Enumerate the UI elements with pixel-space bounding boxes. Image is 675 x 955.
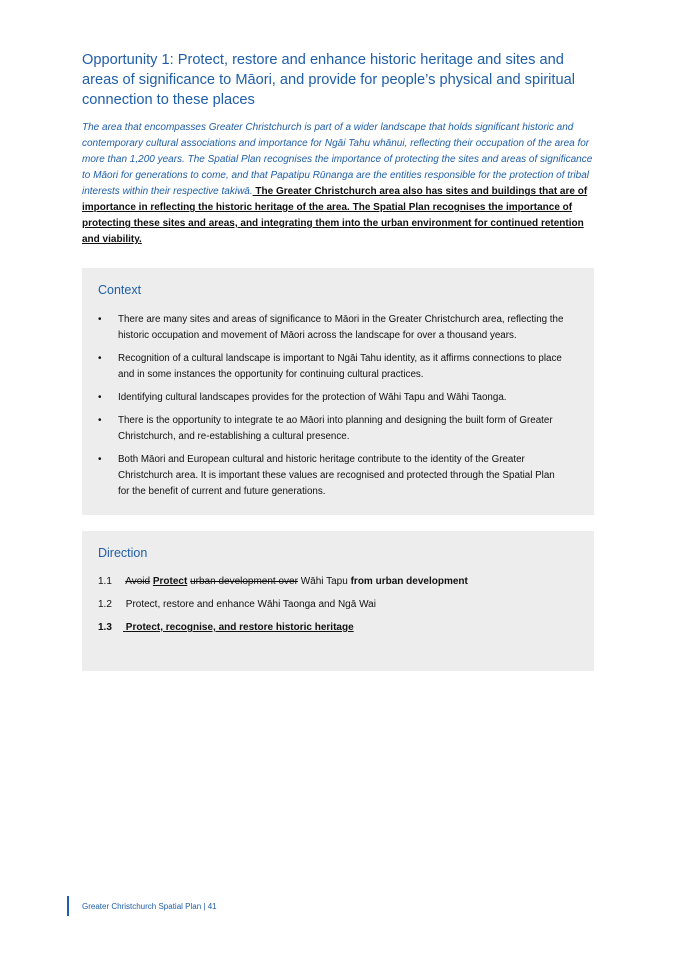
- context-item: [98, 413, 568, 445]
- context-item: [98, 312, 568, 344]
- page-footer: Greater Christchurch Spatial Plan | 41: [82, 902, 217, 911]
- direction-title: Direction: [98, 546, 148, 560]
- inserted-text: Protect: [152, 576, 188, 587]
- bullet-icon: •: [98, 454, 102, 465]
- context-item-text: There are many sites and areas of significance to Māori in the Greater Christchurch area, reflecting the historic occupation and movement of Māori across the landscape for over a thousand years.: [118, 314, 564, 341]
- direction-item-1: [98, 574, 468, 590]
- intro-bold-text: The Greater Christchurch area also has sites and buildings that are of importance in reflecting the historic heritage of the area. The Spatial Plan recognises the importance of protecting these sites and areas, and integrating them into the urban environment for continued retention and viability.: [82, 186, 588, 245]
- context-box: [82, 268, 594, 515]
- direction-item-text: Protect, restore and enhance Wāhi Taonga and Ngā Wai: [125, 599, 376, 610]
- page-heading: Opportunity 1: Protect, restore and enhance historic heritage and sites and areas of significance to Māori, and provide for people’s physical and spiritual connection to these places: [82, 52, 575, 108]
- direction-item-text: Protect, recognise, and restore historic heritage: [125, 622, 354, 633]
- bullet-icon: •: [98, 353, 102, 364]
- inserted-text: from urban development: [350, 576, 468, 587]
- deleted-text: Avoid: [125, 576, 151, 587]
- context-item-text: Identifying cultural landscapes provides for the protection of Wāhi Tapu and Wāhi Taonga.: [118, 392, 507, 403]
- intro-italic-text: The area that encompasses Greater Christchurch is part of a wider landscape that holds significant historic and contemporary cultural associations and importance for Ngāi Tahu whānui, reflecting their occupation of the area for more than 1,200 years. The Spatial Plan recognises the importance of protecting the sites and areas of significance to Māori for generations to come, and that Papatipu Rūnanga are the entities responsible for the protection of tribal interests within their respective takiwā.: [82, 122, 593, 197]
- bullet-icon: •: [98, 392, 102, 403]
- context-title: Context: [98, 283, 142, 297]
- direction-box: [82, 531, 594, 671]
- bullet-icon: •: [98, 415, 102, 426]
- context-list: [98, 312, 568, 507]
- direction-item-number: 1.3: [98, 622, 112, 633]
- intro-paragraph: [82, 120, 597, 248]
- direction-item-2: [98, 597, 376, 613]
- context-item-text: There is the opportunity to integrate te ao Māori into planning and designing the built form of Greater Christchurch, and re-establishing a cultural presence.: [118, 415, 553, 442]
- direction-item-3: [98, 620, 354, 636]
- context-item: [98, 390, 568, 406]
- context-item-text: Both Māori and European cultural and historic heritage contribute to the identity of the Greater Christchurch area. It is important these values are recognised and protected through the Spatial Plan for the benefit of current and future generations.: [118, 454, 555, 497]
- context-item: [98, 452, 568, 500]
- bullet-icon: •: [98, 314, 102, 325]
- footer-accent-bar: [67, 896, 69, 916]
- context-item: [98, 351, 568, 383]
- deleted-text: urban development over: [190, 576, 298, 587]
- direction-item-text: Wāhi Tapu: [300, 576, 348, 587]
- direction-item-number: 1.2: [98, 599, 112, 610]
- context-item-text: Recognition of a cultural landscape is important to Ngāi Tahu identity, as it affirms connections to place and in some instances the opportunity for continuing cultural practices.: [118, 353, 562, 380]
- direction-item-number: 1.1: [98, 576, 112, 587]
